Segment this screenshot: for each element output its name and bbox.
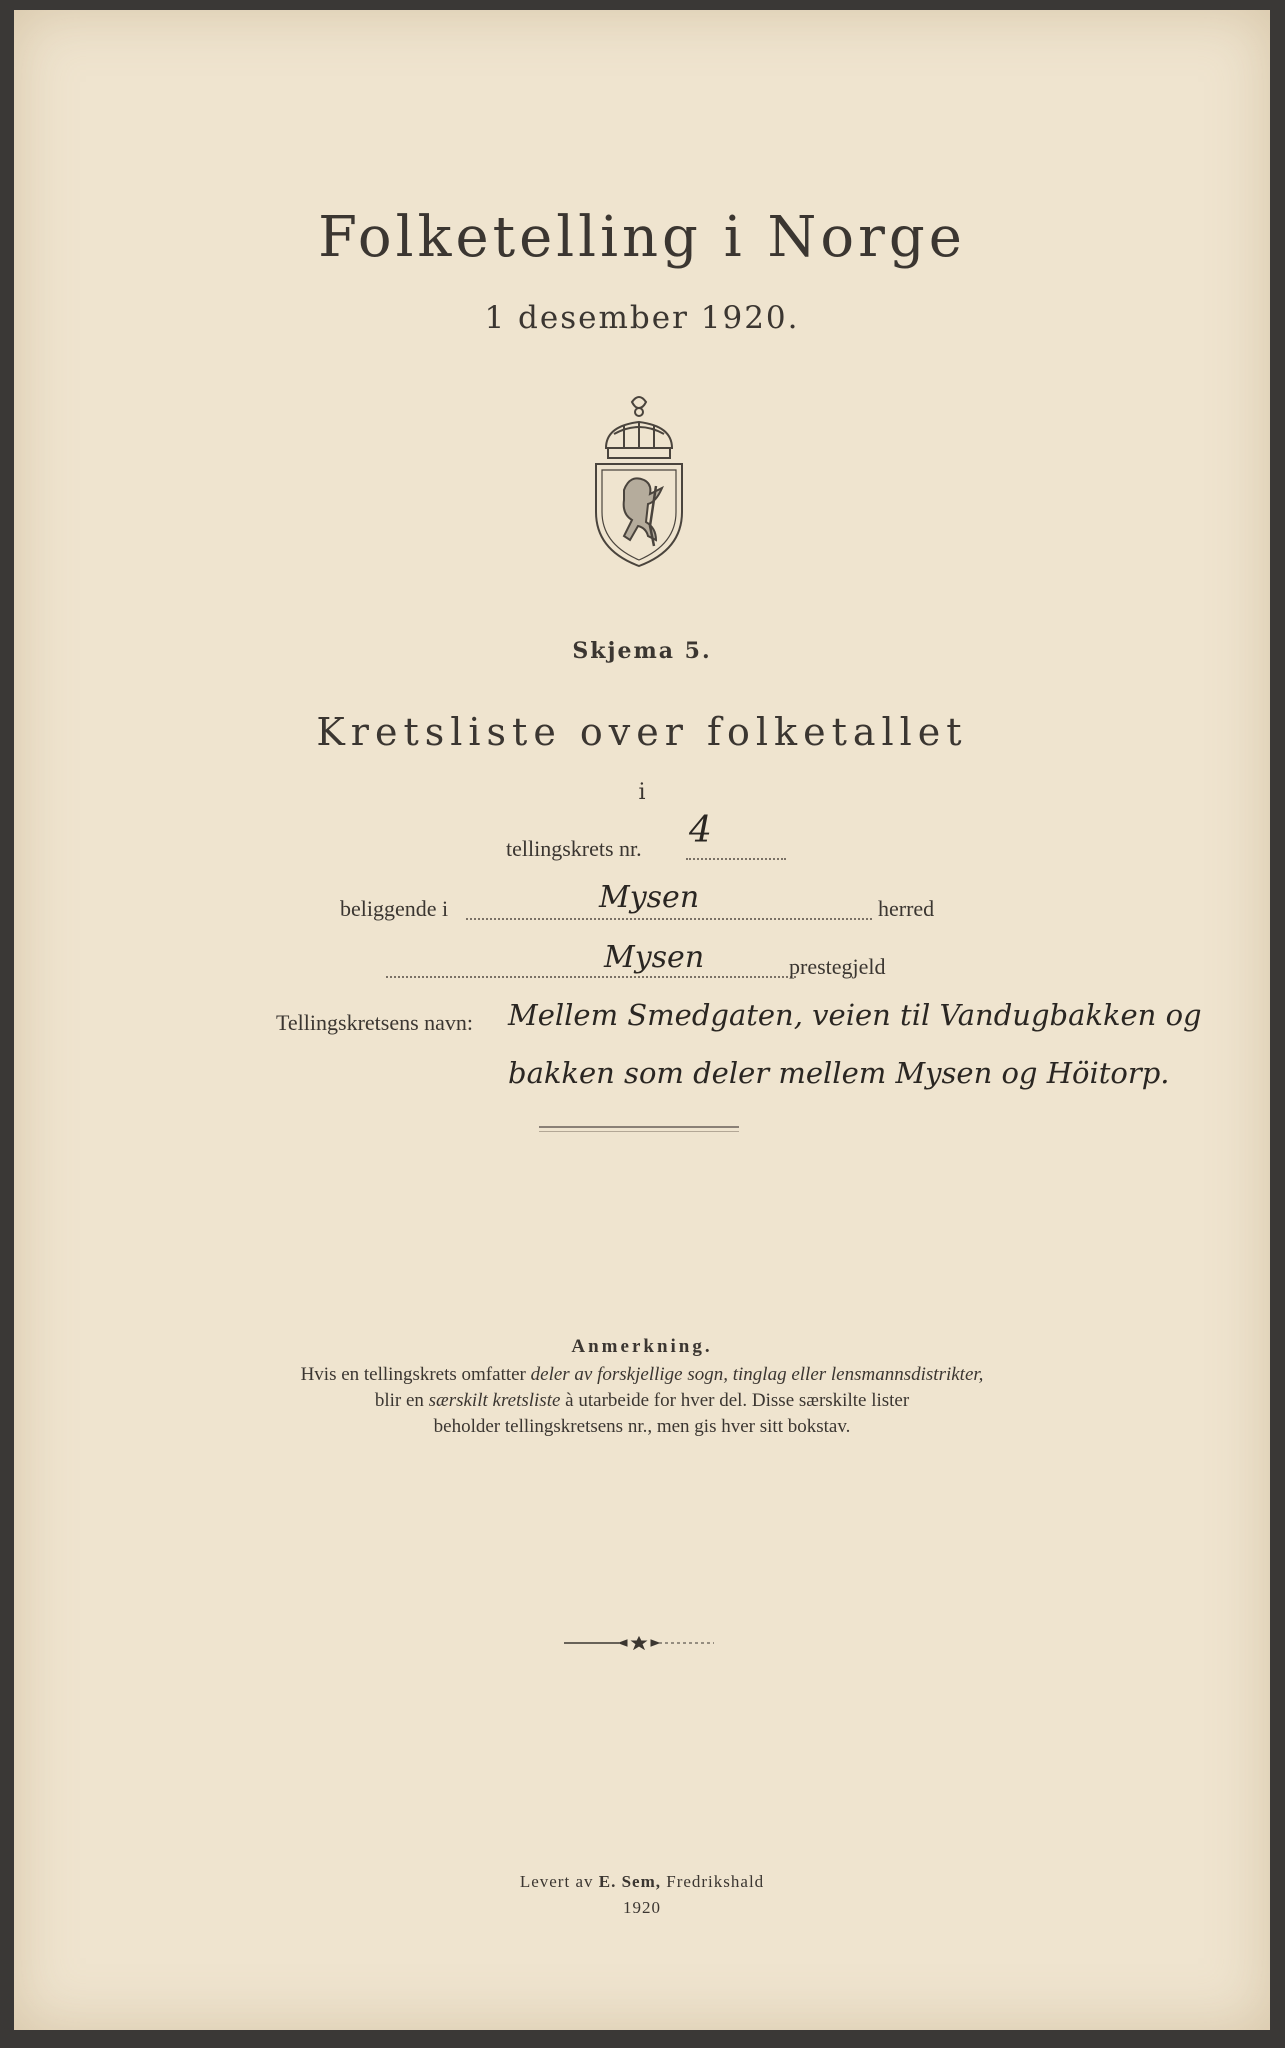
- note-line-2: [14, 1388, 1270, 1414]
- connector-i: i: [638, 780, 646, 805]
- note-line-2-emphasis: særskilt kretsliste: [428, 1390, 561, 1411]
- note-line-1-emphasis: deler av forskjellige sogn, tinglag eller lensmannsdistrikter,: [530, 1364, 984, 1385]
- census-date: 1 desember 1920.: [484, 300, 800, 336]
- tellingskrets-value: 4: [689, 810, 712, 851]
- note-line-1: [14, 1362, 1270, 1388]
- beliggende-label: beliggende i: [340, 896, 449, 921]
- printer-credit: [14, 1872, 1270, 1892]
- beliggende-line: [466, 918, 872, 920]
- tellingskrets-label: tellingskrets nr.: [506, 836, 642, 861]
- note-line-2-text-b: à utarbeide for hver del. Disse særskilte lister: [560, 1390, 910, 1411]
- printer-name: E. Sem,: [598, 1872, 661, 1891]
- printer-city: Fredrikshald: [660, 1872, 765, 1891]
- kretsnavn-label: Tellingskretsens navn:: [276, 1010, 474, 1035]
- divider-thin: [539, 1131, 739, 1132]
- tellingskrets-line: [686, 858, 786, 860]
- census-form-page: [14, 10, 1270, 2030]
- note-line-3: beholder tellingskretsens nr., men gis hver sitt bokstav.: [433, 1416, 851, 1437]
- prestegjeld-line: [386, 976, 796, 978]
- prestegjeld-label: prestegjeld: [789, 954, 886, 979]
- norway-coat-of-arms-icon: [584, 390, 694, 570]
- note-title: Anmerkning.: [571, 1336, 713, 1357]
- page-title: Folketelling i Norge: [318, 205, 966, 270]
- schema-number: Skjema 5.: [572, 638, 712, 664]
- kretsnavn-line-1: Mellem Smedgaten, veien til Vandugbakken og: [508, 998, 1202, 1032]
- ornament-divider-icon: [564, 1636, 714, 1650]
- herred-label: herred: [878, 896, 935, 921]
- beliggende-value: Mysen: [599, 880, 700, 915]
- note-line-1-text: Hvis en tellingskrets omfatter: [300, 1364, 531, 1385]
- print-year: 1920: [623, 1898, 661, 1917]
- divider: [539, 1126, 739, 1128]
- note-line-2-text-a: blir en: [374, 1390, 429, 1411]
- printer-credit-prefix: Levert av: [519, 1872, 599, 1891]
- kretsnavn-line-2: bakken som deler mellem Mysen og Höitorp.: [508, 1056, 1170, 1090]
- prestegjeld-value: Mysen: [604, 940, 705, 975]
- form-subtitle: Kretsliste over folketallet: [316, 710, 968, 754]
